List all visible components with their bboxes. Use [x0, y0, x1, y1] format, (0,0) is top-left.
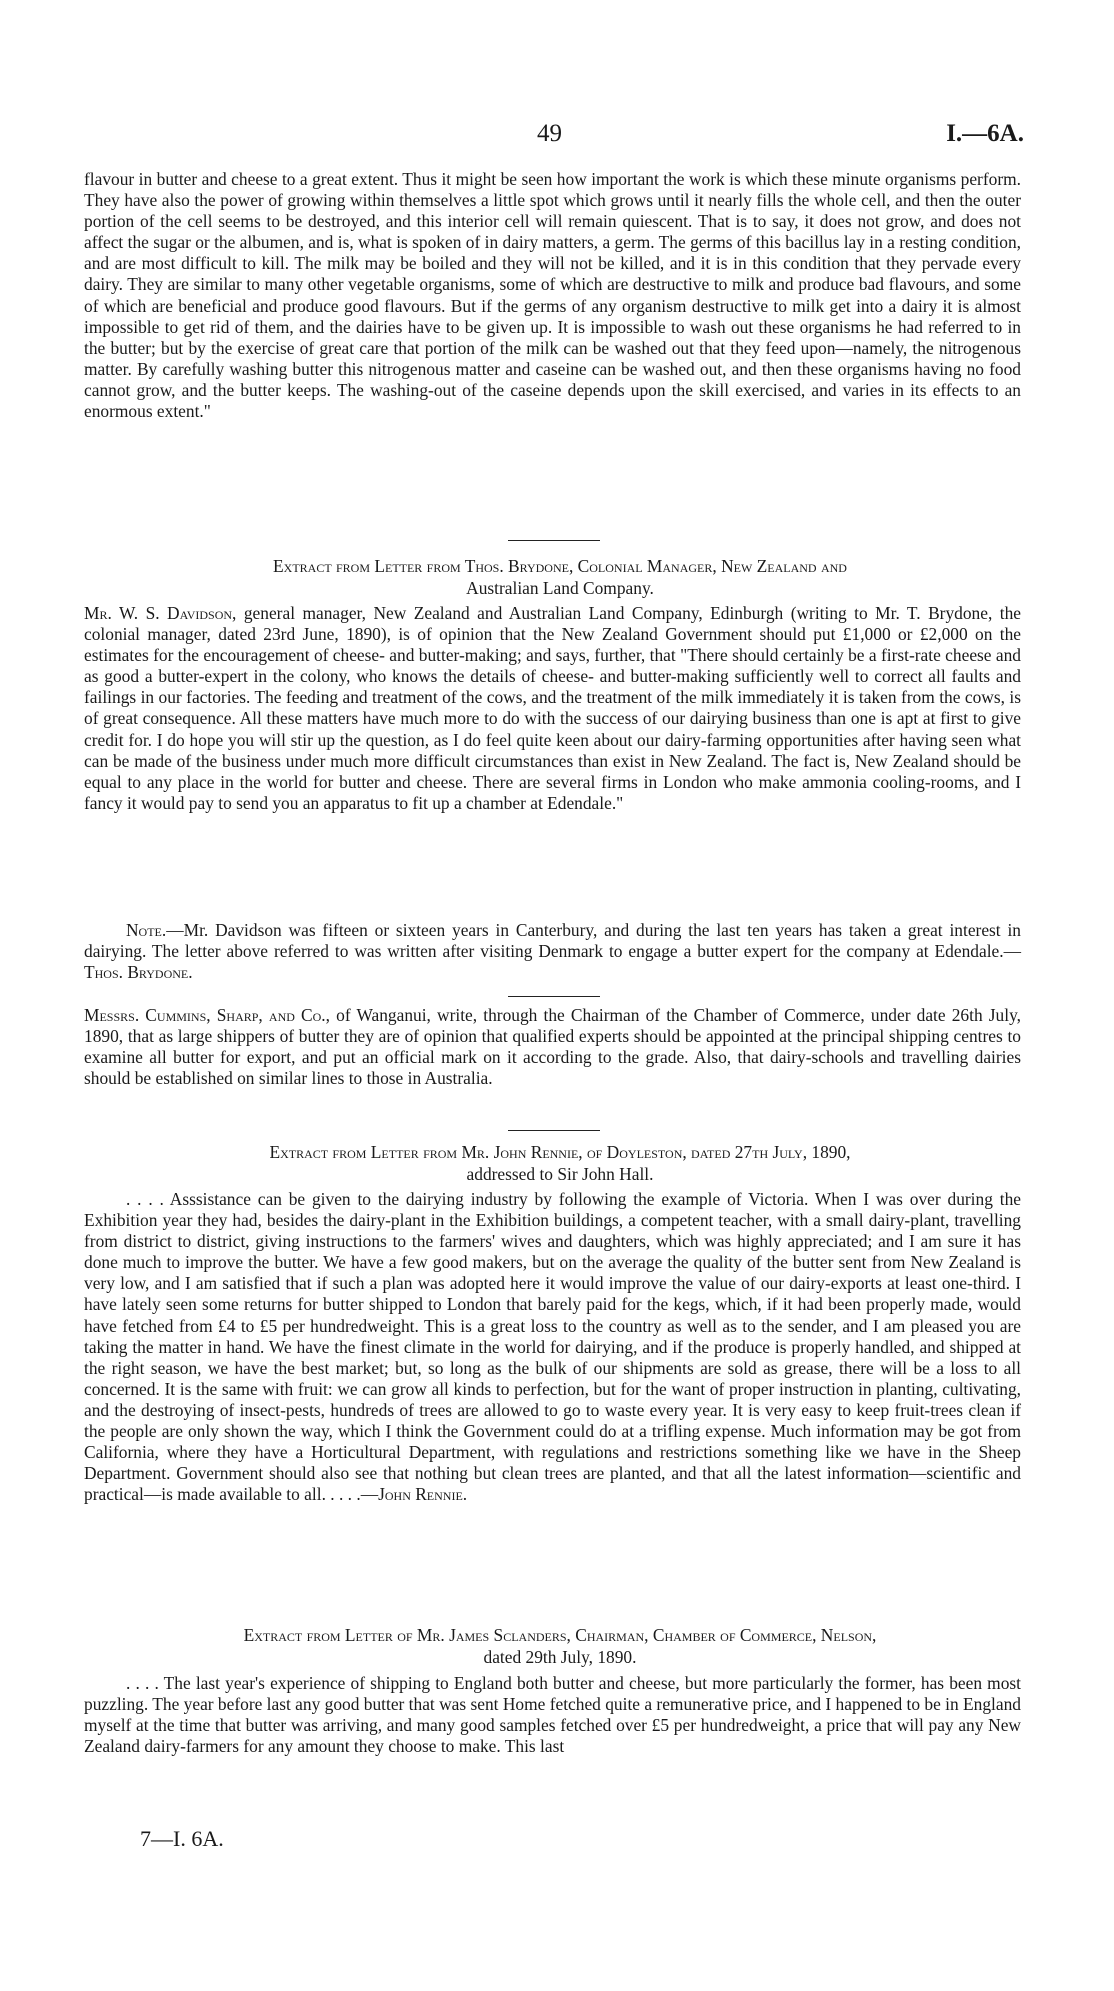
brydone-heading-line2: Australian Land Company.	[466, 578, 654, 598]
continued-paragraph: flavour in butter and cheese to a great extent. Thus it might be seen how important the work is which these minute organisms perform. They have also the power of growing within themselves a little spot which grows until it nearly fills the whole cell, and then the outer portion of the cell seems to be destroyed, and this interior cell will remain quiescent. That is to say, it does not grow, and does not affect the sugar or the albumen, and is, what is spoken of in dairy matters, a germ. The germs of this bacillus lay in a resting condition, and are most difficult to kill. The milk may be boiled and they will not be killed, and it is in this condition that they pervade every dairy. They are similar to many other vegetable organisms, some of which are destructive to milk and produce bad flavours, and some of which are beneficial and produce good flavours. But if the germs of any organism destructive to milk get into a dairy it is almost impossible to get rid of them, and the dairies have to be given up. It is impossible to wash out these organisms he had referred to in the butter; but by the exercise of great care that portion of the milk can be washed out that they feed upon—namely, the nitrogenous matter. By carefully washing butter this nitrogenous matter and caseine can be washed out, and then these organisms having no food cannot grow, and the butter keeps. The washing-out of the caseine depends upon the skill exercised, and varies in its effects to an enormous extent."	[84, 169, 1021, 422]
davidson-body: general manager, New Zealand and Australian Land Company, Edinburgh (writing to Mr. T. Brydone, the colonial manager, dated 23rd June, 1890), is of opinion that the New Zealand Government should put £1,000 or £2,000 on the estimates for the encouragement of cheese- and butter-making; and says, further, that "There should certainly be a first-rate cheese and as good a butter-expert in the colony, who knows the details of cheese- and butter-making sufficiently well to correct all faults and failings in our factories. The feeding and treatment of the cows, and the treatment of the milk immediately it is taken from the cows, is of great consequence. All these matters have much more to do with the success of our dairying business than one is apt at first to give credit for. I do hope you will stir up the question, as I do feel quite keen about our dairy-farming opportunities after having seen what can be made of the business under much more difficult circumstances than exist in New Zealand. The fact is, New Zealand should be equal to any place in the world for butter and cheese. There are several firms in London who make ammonia cooling-rooms, and I fancy it would pay to send you an apparatus to fit up a chamber at Edendale."	[84, 603, 1021, 813]
cummins-paragraph	[84, 1005, 1021, 1089]
note-paragraph	[84, 920, 1021, 983]
rennie-body: . . . . Asssistance can be given to the dairying industry by following the example of Victoria. When I was over during the Exhibition year they had, besides the dairy-plant in the Exhibition buildings, a competent teacher, with a small dairy-plant, travelling from district to district, giving instructions to the farmers' wives and daughters, which was highly appreciated; and I am sure it has done much to improve the butter. We have a few good makers, but on the average the quality of the butter sent from New Zealand is very low, and I am satisfied that if such a plan was adopted here it would improve the value of our dairy-exports at least one-third. I have lately seen some returns for butter shipped to London that barely paid for the kegs, which, if it had been properly made, would have fetched from £4 to £5 per hundredweight. This is a great loss to the country as well as to the sender, and I am pleased you are taking the matter in hand. We have the finest climate in the world for dairying, and if the produce is properly handled, and shipped at the right season, we have the best market; but, so long as the bulk of our shipments are sold as grease, there will be a loss to all concerned. It is the same with fruit: we can grow all kinds to perfection, but for the want of proper instruction in planting, cultivating, and the destroying of insect-pests, hundreds of trees are allowed to go to waste every year. It is very easy to keep fruit-trees clean if the people are only shown the way, which I think the Government could do at a trifling expense. Much information may be got from California, where they have a Horticultural Department, with regulations and restrictions something like we have in the Sheep Department. Government should also see that nothing but clean trees are planted, and that all the latest information—scientific and practical—is made available to all. . . . .—	[84, 1189, 1021, 1505]
section-divider	[508, 1130, 600, 1131]
rennie-paragraph	[84, 1189, 1021, 1505]
rennie-heading-line2: addressed to Sir John Hall.	[466, 1164, 654, 1184]
rennie-signature: John Rennie.	[378, 1484, 468, 1505]
document-reference: I.—6A.	[946, 120, 1024, 147]
davidson-lead: Mr. W. S. Davidson,	[84, 603, 237, 623]
signature-mark: 7—I. 6A.	[140, 1826, 224, 1851]
note-lead: Note.	[126, 920, 167, 940]
sclanders-paragraph: . . . . The last year's experience of shipping to England both butter and cheese, but more particularly the former, has been most puzzling. The year before last any good butter that was sent Home fetched quite a remunerative price, and I happened to be in England myself at the time that butter was arriving, and many good samples fetched over £5 per hundredweight, a price that will pay any New Zealand dairy-farmers for any amount they choose to make. This last	[84, 1673, 1021, 1757]
rennie-heading-line1: Extract from Letter from Mr. John Rennie, of Doyleston, dated 27th July, 1890,	[269, 1142, 851, 1162]
note-body: —Mr. Davidson was fifteen or sixteen years in Canterbury, and during the last ten years has taken a great interest in dairying. The letter above referred to was written after visiting Denmark to engage a butter expert for the company at Edendale.—	[84, 920, 1021, 962]
cummins-body: of Wanganui, write, through the Chairman of the Chamber of Commerce, under date 26th July, 1890, that as large shippers of butter they are of opinion that qualified experts should be appointed at the principal shipping centres to examine all butter for export, and put an official mark on it according to the grade. Also, that dairy-schools and travelling dairies should be established on similar lines to those in Australia.	[84, 1005, 1021, 1089]
cummins-lead: Messrs. Cummins, Sharp, and Co.,	[84, 1005, 331, 1025]
section-divider	[508, 540, 600, 541]
section-divider	[508, 996, 600, 997]
page-number: 49	[537, 120, 562, 147]
sclanders-heading-line1: Extract from Letter of Mr. James Sclanders, Chairman, Chamber of Commerce, Nelson,	[243, 1625, 877, 1645]
note-signature: Thos. Brydone.	[84, 962, 193, 983]
sclanders-heading-line2: dated 29th July, 1890.	[483, 1647, 637, 1667]
davidson-paragraph	[84, 603, 1021, 814]
brydone-heading-line1: Extract from Letter from Thos. Brydone, Colonial Manager, New Zealand and	[273, 556, 847, 576]
